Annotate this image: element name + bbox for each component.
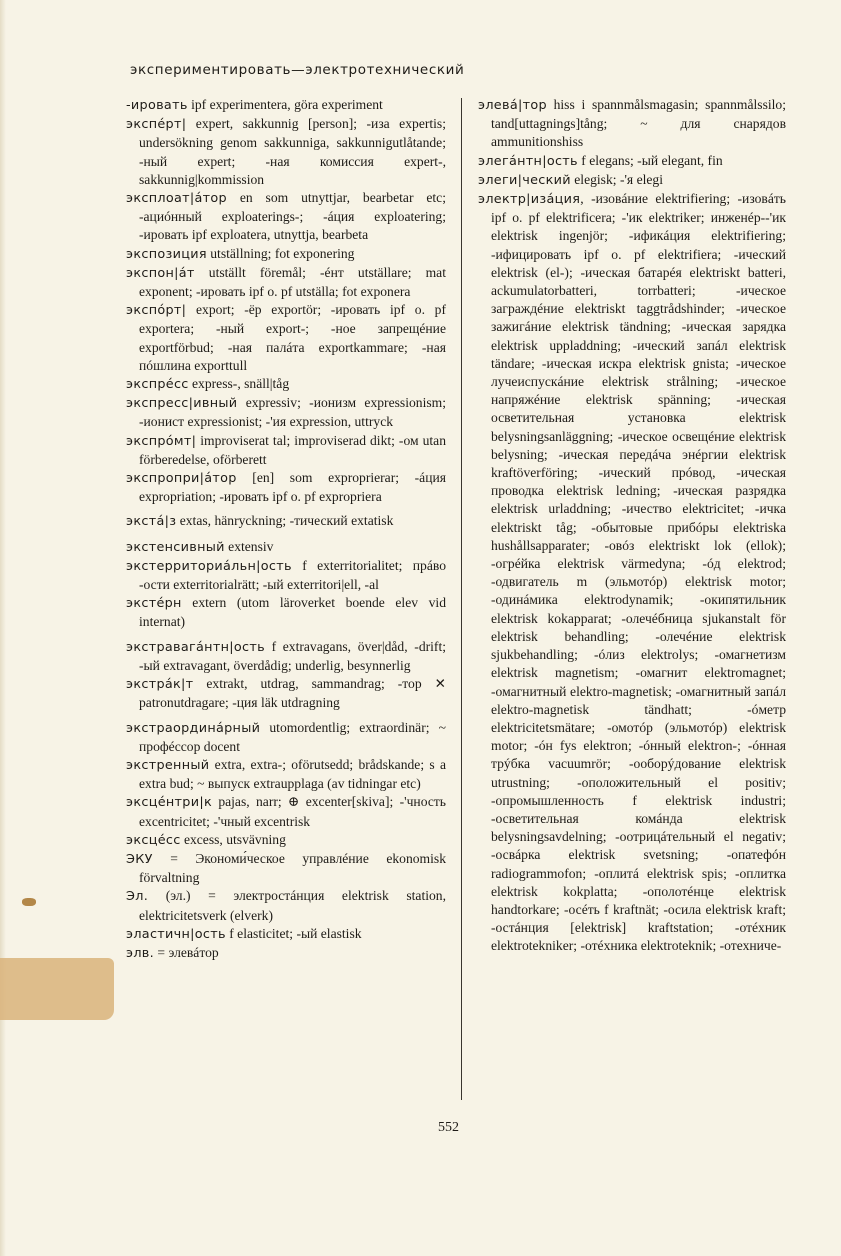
entry-headword: эксцéсс (126, 832, 181, 848)
entry-headword: ЭКУ (126, 851, 153, 867)
entry-definition: = элевáтор (154, 944, 219, 960)
dictionary-entry (126, 887, 446, 924)
entry-headword: экстравагáнтн|ость (126, 639, 265, 655)
entry-definition: improviserat tal; improviserad dikt; -ом utan förberedelse, oförberett (139, 432, 446, 467)
entry-headword: элеги|ческий (478, 172, 571, 188)
dictionary-entry (126, 850, 446, 887)
dictionary-entry (126, 394, 446, 431)
entry-definition: hiss i spannmålsmagasin; spannmålssilo; tand[uttagnings]tång; ~ для снарядов ammunitionshiss (491, 97, 786, 150)
entry-headword: экстенсивный (126, 539, 225, 555)
dictionary-entry (126, 432, 446, 469)
dictionary-entry (478, 152, 786, 171)
entry-definition: excess, utsvävning (180, 831, 286, 847)
entry-headword: экспрéсс (126, 377, 189, 393)
entry-definition: extra, extra-; oförutsedd; brådskande; s a extra bud; ~ выпуск extraupplaga (av tidningar etc) (139, 756, 446, 792)
entry-headword: экстéрн (126, 596, 182, 612)
entry-headword: Эл. (126, 889, 149, 905)
entry-headword: -ировать (126, 98, 188, 113)
dictionary-entry (126, 594, 446, 631)
dictionary-entry (126, 96, 446, 115)
entry-definition: ipf experimentera, göra experiment (187, 97, 383, 112)
entry-headword: экспéрт| (126, 117, 187, 133)
entry-headword: электр|изáция (478, 192, 581, 208)
column-divider (461, 98, 462, 1100)
entry-headword: эксцéнтри|к (126, 795, 212, 811)
entry-definition: f elasticitet; -ый elastisk (225, 925, 362, 941)
entry-definition: extas, hänryckning; -тический extatisk (176, 513, 394, 529)
paper-spot (22, 898, 36, 906)
entry-headword: элв. (126, 945, 155, 961)
entry-definition: utställning; fot exponering (206, 245, 355, 261)
entry-definition: , -изовáние elektrifiering; -изовáть ipf o. pf elektrificera; -'ик elektriker; инженéр--'ик elektrisk ingenjör; -ификáция elektrifiering; -ифицировать ipf o. pf elektrifiera; -ический elektrisk (el-); -ическая батарéя elektriskt batteri, ackumulatorbatteri, torrbatteri; -ическое заграждéние elektriskt taggtrådshinder; -ическое зажигáние elektrisk tändning; -ическая зарядка elektrisk uppladdning; -ический запáл elektrisk tändare; -ическая искра elektrisk gnista; -ическое лучеиспускáние elektrisk strålning; -ическое напряжéние elektrisk spänning; -ическая осветительная установка elektrisk belysningsanläggning; -ическое освещéние elektrisk belysning; -ическая передáча энéргии elektrisk kraftöverföring; -ический прóвод, -ическая проводка elektrisk ledning; -ическая разрядка elektrisk urladdning; -ичество elektricitet; -ичка elektriskt tåg; -обытовые прибóры elektriska hushållsapparater; -овóз elektriskt lok (ellok); -огрéйка elektrisk värmedyna; -óд elektrod; -одвигатель m (эльмотóр) elektrisk motor; -одинáмика elektrodynamik; -окипятильник elektrisk kokapparat; -олечéбница sjukanstalt för elektrisk behandling; -олечéние elektrisk sjukbehandling; -óлиз elektrolys; -омагнетизм elektrisk magnetism; -омагнит elektromagnet; -омагнитный elektro-magnetisk; -омагнитный запáл elektro-magnetisk tändhatt; -óметр elektricitetsmätare; -омотóр (эльмотóр) elektrisk motor; -óн fys elektron; -óнный elektron-; -óнная трýбка vacuumrör; -ооборýдование elektrisk utrustning; -оположительный el positiv; -опромышленность f elektrisk industri; -осветительная комáнда elektrisk belysningsavdelning; -оотрицáтельный el negativ; -освáрка elektrisk svetsning; -опатефóн radiogrammofon; -оплитá elektrisk spis; -оплитка elektrisk kokplatta; -ополотéнце elektrisk handtorkare; -осéть f kraftnät; -осила elektrisk kraft; -остáнция [elektrisk] kraftstation; -отéхник elektrotekniker; -отéхника elektroteknik; -отехниче- (491, 191, 786, 954)
dictionary-entry (126, 793, 446, 830)
entry-definition: extrakt, utdrag, sammandrag; -тор ✕ patronutdragare; -ция läk utdragning (139, 676, 446, 711)
dictionary-entry (126, 375, 446, 394)
entry-definition: express-, snäll|tåg (188, 376, 290, 392)
entry-headword: экспóрт| (126, 303, 187, 319)
entry-definition: utomordentlig; extraordinär; ~ профéссор docent (139, 719, 446, 754)
dictionary-entry (126, 538, 446, 557)
dictionary-entry (126, 115, 446, 189)
dictionary-entry (126, 469, 446, 506)
dictionary-entry (126, 925, 446, 944)
dictionary-entry (478, 190, 786, 956)
dictionary-entry (126, 301, 446, 375)
entry-headword: экстрáк|т (126, 677, 194, 693)
entry-headword: экспон|áт (126, 265, 195, 281)
entry-headword: экстраординáрный (126, 720, 261, 736)
dictionary-entry (126, 245, 446, 264)
dictionary-entry (126, 719, 446, 756)
entry-definition: en som utnyttjar, bearbetar etc; -ациóнный exploaterings-; -áция exploatering; -ировать ipf exploatera, utnyttja, bearbeta (139, 190, 446, 243)
dictionary-entry (126, 944, 446, 963)
entry-definition: expressiv; -ионизм expressionism; -ионист expressionist; -'ия expression, uttryck (139, 395, 446, 430)
entry-definition: = Экономи́ческое управлéние ekonomisk förvaltning (139, 850, 446, 886)
dictionary-entry (478, 96, 786, 152)
dictionary-entry (126, 831, 446, 850)
dictionary-entry (126, 264, 446, 301)
entry-definition: expert, sakkunnig [person]; -иза expertis; undersökning genom sakkunniga, sakkunnigutlåtande; -ный expert; -ная комиссия expert-, sakkunnig|kommission (139, 116, 446, 187)
entry-headword: экстá|з (126, 514, 177, 530)
page-edge-shadow (0, 0, 6, 1256)
right-column (478, 96, 786, 956)
entry-definition: elegisk; -'я elegi (570, 171, 663, 187)
entry-headword: эксплоат|áтор (126, 191, 227, 207)
entry-definition: [en] som exproprierar; -áция expropriation; -ировать ipf o. pf expropriera (139, 470, 446, 505)
entry-headword: элевá|тор (478, 98, 547, 113)
entry-definition: extern (utom läroverket boende elev vid internat) (139, 595, 446, 630)
dictionary-entry (126, 756, 446, 793)
entry-definition: export; -ёр exportör; -ировать ipf o. pf exportera; -ный export-; -ное запрещéние exportförbud; -ная палáта exportkammare; -ная пóшлина exporttull (139, 302, 446, 373)
entry-definition: f elegans; -ый elegant, fin (577, 152, 723, 168)
dictionary-entry (126, 675, 446, 712)
entry-definition: extensiv (224, 538, 274, 554)
dictionary-entry (126, 557, 446, 594)
dictionary-entry (478, 171, 786, 190)
entry-headword: экспропри|áтор (126, 471, 237, 487)
entry-definition: utställt föremål; -éнт utställare; mat exponent; -ировать ipf o. pf utställa; fot exponera (139, 264, 446, 300)
page-number: 552 (438, 1120, 459, 1135)
entry-definition: pajas, narr; ⊕ excenter[skiva]; -'чность excentricitet; -'чный excentrisk (139, 794, 446, 829)
left-column (126, 96, 446, 963)
entry-headword: экспозиция (126, 246, 207, 262)
entry-headword: эластичн|ость (126, 926, 226, 942)
entry-headword: экспресс|ивный (126, 396, 238, 412)
dictionary-entry (126, 189, 446, 245)
entry-definition: f exterritorialitet; прáво -ости exterritorialrätt; -ый exterritori|ell, -al (139, 557, 446, 593)
dictionary-entry (126, 638, 446, 675)
entry-headword: экспрóмт| (126, 433, 197, 449)
entry-definition: (эл.) = электростáнция elektrisk station, elektricitetsverk (elverk) (139, 888, 446, 923)
running-head: экспериментировать—электротехнический (130, 62, 465, 78)
entry-headword: экстренный (126, 757, 210, 773)
entry-definition: f extravagans, över|dåd, -drift; -ый extravagant, överdådig; underlig, besynnerlig (139, 638, 446, 673)
entry-headword: экстерриториáльн|ость (126, 558, 292, 574)
dictionary-entry (126, 512, 446, 531)
entry-headword: элегáнтн|ость (478, 153, 578, 169)
paper-stain (0, 958, 114, 1020)
